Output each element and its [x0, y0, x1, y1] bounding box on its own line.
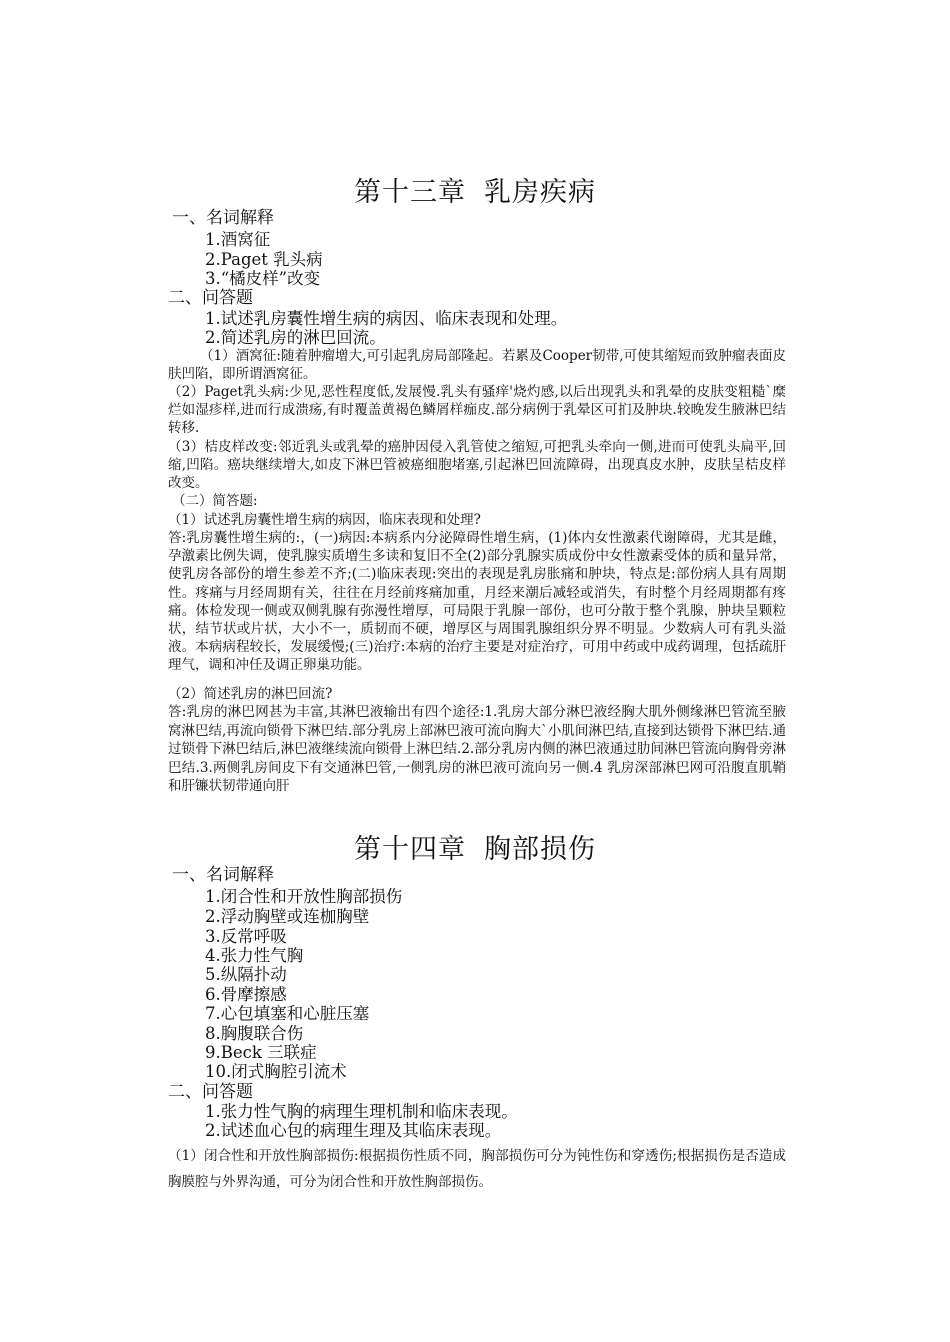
chapter-14-name: 胸部损伤: [484, 834, 596, 865]
chapter-14-number: 第十四章: [354, 834, 466, 865]
answer-paragraph: 答:乳房囊性增生病的:，(一)病因:本病系内分泌障碍性增生病，(1)体内女性激素代谢障碍，尤其是雌，孕激素比例失调，使乳腺实质增生多读和复旧不全(2)部分乳腺实质成份中女性激素受体的质和量异常，使乳房各部份的增生参差不齐;(二)临床表现:突出的表现是乳房胀痛和肿块，特点是:部份病人具有周期性。疼痛与月经周期有关，往往在月经前疼痛加重，月经来潮后减轻或消失，有时整个月经周期都有疼痛。体检发现一侧或双侧乳腺有弥漫性增厚，可局限于乳腺一部份，也可分散于整个乳腺，肿块呈颗粒状，结节状或片状，大小不一，质韧而不硬，增厚区与周围乳腺组织分界不明显。少数病人可有乳头溢液。本病病程较长，发展缓慢;(三)治疗:本病的治疗主要是对症治疗，可用中药或中成药调理，包括疏肝理气，调和冲任及调正卵巢功能。: [168, 530, 786, 674]
section-questions: 二、问答题: [168, 1082, 253, 1102]
term-item: 1.闭合性和开放性胸部损伤: [205, 887, 403, 906]
section-term-explanation: 一、名词解释: [172, 865, 274, 885]
term-item: 10.闭式胸腔引流术: [205, 1062, 347, 1081]
term-item: 7.心包填塞和心脏压塞: [205, 1004, 370, 1023]
term-item: 9.Beck 三联症: [205, 1043, 317, 1062]
question-item: 1.试述乳房囊性增生病的病因、临床表现和处理。: [205, 309, 568, 328]
term-item: 4.张力性气胸: [205, 946, 304, 965]
chapter-13-title: [0, 176, 950, 210]
answer-paragraph: （2）Paget乳头病:少见,恶性程度低,发展慢.乳头有骚痒'烧灼感,以后出现乳头和乳晕的皮肤变粗糙`糜烂如湿疹样,进而行成溃疡,有时覆盖黄褐色鳞屑样痂皮.部分病例于乳晕区可扪及肿块.较晚发生腋淋巴结转移.: [168, 384, 786, 436]
question-heading: （2）简述乳房的淋巴回流?: [168, 686, 333, 702]
section-questions: 二、问答题: [168, 288, 253, 308]
answer-paragraph: 答:乳房的淋巴网甚为丰富,其淋巴液输出有四个途径:1.乳房大部分淋巴液经胸大肌外侧缘淋巴管流至腋窝淋巴结,再流向锁骨下淋巴结.部分乳房上部淋巴液可流向胸大`小肌间淋巴结,直接到达锁骨下淋巴结.通过锁骨下淋巴结后,淋巴液继续流向锁骨上淋巴结.2.部分乳房内侧的淋巴液通过肋间淋巴管流向胸骨旁淋巴结.3.两侧乳房间皮下有交通淋巴管,一侧乳房的淋巴液可流向另一侧.4 乳房深部淋巴网可沿腹直肌鞘和肝镰状韧带通向肝: [168, 704, 786, 794]
term-item: 2.Paget 乳头病: [205, 250, 323, 269]
answer-paragraph: （1）闭合性和开放性胸部损伤:根据损伤性质不同，胸部损伤可分为钝性伤和穿透伤;根据损伤是否造成胸膜腔与外界沟通，可分为闭合性和开放性胸部损伤。: [168, 1148, 786, 1190]
term-item: 3.“橘皮样”改变: [205, 269, 321, 288]
chapter-14-title: [0, 833, 950, 867]
question-item: 2.试述血心包的病理生理及其临床表现。: [205, 1121, 502, 1140]
question-item: 1.张力性气胸的病理生理机制和临床表现。: [205, 1102, 518, 1121]
term-item: 3.反常呼吸: [205, 927, 287, 946]
term-item: 6.骨摩擦感: [205, 985, 287, 1004]
chapter-13-name: 乳房疾病: [484, 177, 596, 208]
subsection-heading: （二）简答题:: [172, 493, 258, 509]
term-item: 2.浮动胸壁或连枷胸壁: [205, 907, 370, 926]
section-term-explanation: 一、名词解释: [172, 208, 274, 228]
term-item: 8.胸腹联合伤: [205, 1024, 304, 1043]
term-item: 5.纵隔扑动: [205, 965, 287, 984]
answer-paragraph: （1）酒窝征:随着肿瘤增大,可引起乳房局部隆起。若累及Cooper韧带,可使其缩短而致肿瘤表面皮肤凹陷，即所谓酒窝征。: [168, 348, 786, 382]
answer-paragraph: （3）桔皮样改变:邻近乳头或乳晕的癌肿因侵入乳管使之缩短,可把乳头牵向一侧,进而可使乳头扁平,回缩,凹陷。癌块继续增大,如皮下淋巴管被癌细胞堵塞,引起淋巴回流障碍，出现真皮水肿，皮肤呈桔皮样改变。: [168, 439, 786, 491]
term-item: 1.酒窝征: [205, 230, 271, 249]
question-item: 2.简述乳房的淋巴回流。: [205, 328, 386, 347]
chapter-13-number: 第十三章: [354, 177, 466, 208]
question-heading: （1）试述乳房囊性增生病的病因，临床表现和处理?: [168, 512, 481, 528]
